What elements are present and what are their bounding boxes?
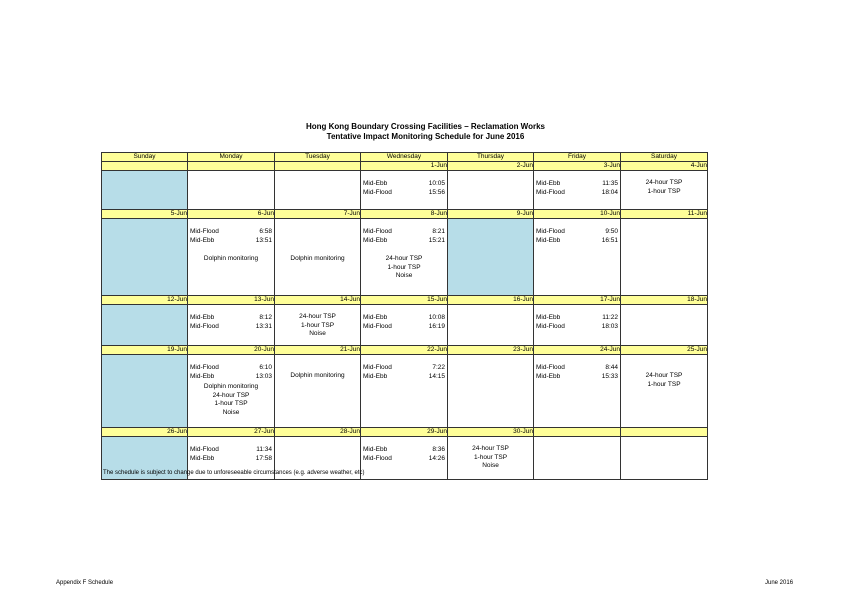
tide-event (188, 227, 274, 236)
monitoring-note: Dolphin monitoring (290, 255, 345, 262)
tide-label: Mid-Flood (190, 446, 219, 453)
date-label: 7-Jun (275, 210, 361, 219)
tide-label: Mid-Flood (363, 189, 392, 196)
tide-label: Mid-Ebb (363, 180, 388, 187)
tide-label: Mid-Ebb (363, 314, 388, 321)
day-cell (275, 305, 361, 346)
footer-right: June 2016 (765, 580, 794, 586)
day-cell (188, 305, 275, 346)
tide-label: Mid-Ebb (536, 373, 561, 380)
tide-time: 10:08 (428, 314, 445, 321)
tide-time: 7:22 (432, 364, 445, 371)
tide-time: 11:35 (602, 180, 618, 187)
date-row (102, 428, 708, 437)
date-label (102, 162, 188, 171)
weekday-header: Friday (534, 153, 621, 162)
date-label: 25-Jun (621, 346, 708, 355)
tide-event (188, 454, 274, 463)
date-label: 14-Jun (275, 296, 361, 305)
tide-event (534, 227, 620, 236)
date-label: 5-Jun (102, 210, 188, 219)
week-row (102, 355, 708, 428)
tide-event (534, 188, 620, 197)
tide-label: Mid-Flood (536, 189, 565, 196)
monitoring-note: 1-hour TSP (647, 187, 681, 195)
date-label: 16-Jun (448, 296, 534, 305)
date-label: 13-Jun (188, 296, 275, 305)
day-cell (534, 355, 621, 428)
day-cell (534, 219, 621, 296)
day-cell (188, 355, 275, 428)
monitoring-note: Noise (395, 272, 413, 279)
tide-time: 9:50 (605, 228, 618, 235)
day-cell (102, 219, 188, 296)
monitoring-calendar (101, 152, 708, 480)
date-label: 10-Jun (534, 210, 621, 219)
date-label: 12-Jun (102, 296, 188, 305)
tide-label: Mid-Flood (363, 228, 392, 235)
date-label: 21-Jun (275, 346, 361, 355)
date-label: 8-Jun (361, 210, 448, 219)
tide-label: Mid-Ebb (190, 314, 215, 321)
weekday-header: Wednesday (361, 153, 448, 162)
day-cell (621, 355, 708, 428)
tide-label: Mid-Flood (536, 323, 565, 330)
monitoring-note: Noise (222, 408, 240, 416)
day-cell (448, 219, 534, 296)
weekday-header-row (102, 153, 708, 162)
week-row (102, 171, 708, 210)
tide-time: 13:31 (255, 323, 272, 330)
tide-label: Mid-Ebb (190, 237, 215, 244)
disclaimer: The schedule is subject to change due to unforeseeable circumstances (e.g. adverse weather, etc) (103, 470, 365, 476)
tide-event (361, 236, 447, 245)
day-cell (621, 171, 708, 210)
tide-time: 11:22 (602, 314, 618, 321)
date-label: 6-Jun (188, 210, 275, 219)
tide-time: 13:51 (255, 237, 272, 244)
tide-event (361, 227, 447, 236)
tide-label: Mid-Ebb (536, 314, 561, 321)
date-label: 11-Jun (621, 210, 708, 219)
tide-event (361, 363, 447, 372)
day-cell (275, 171, 361, 210)
tide-event (534, 372, 620, 381)
tide-time: 10:05 (428, 180, 445, 187)
day-cell (534, 437, 621, 480)
tide-event (361, 372, 447, 381)
tide-event (188, 363, 274, 372)
monitoring-note: 1-hour TSP (473, 453, 508, 461)
monitoring-note: Dolphin monitoring (203, 255, 259, 262)
date-label: 1-Jun (361, 162, 448, 171)
day-cell (448, 437, 534, 480)
date-label: 28-Jun (275, 428, 361, 437)
tide-label: Mid-Flood (363, 364, 392, 371)
date-label: 24-Jun (534, 346, 621, 355)
tide-label: Mid-Ebb (363, 237, 388, 244)
tide-event (188, 372, 274, 381)
monitoring-note: 1-hour TSP (387, 263, 421, 271)
tide-event (188, 313, 274, 322)
date-label: 29-Jun (361, 428, 448, 437)
tide-event (361, 188, 447, 197)
date-row (102, 296, 708, 305)
tide-event (361, 322, 447, 331)
week-row (102, 305, 708, 346)
weekday-header: Monday (188, 153, 275, 162)
tide-time: 15:56 (428, 189, 445, 196)
tide-event (361, 313, 447, 322)
day-cell (361, 305, 448, 346)
tide-time: 14:15 (428, 373, 445, 380)
tide-time: 16:19 (428, 323, 445, 330)
date-label: 4-Jun (621, 162, 708, 171)
date-label: 23-Jun (448, 346, 534, 355)
date-label (275, 162, 361, 171)
day-cell (102, 355, 188, 428)
footer-left: Appendix F Schedule (56, 580, 114, 586)
weekday-header: Tuesday (275, 153, 361, 162)
date-label (534, 428, 621, 437)
tide-event (534, 313, 620, 322)
tide-event (188, 445, 274, 454)
week-row (102, 219, 708, 296)
day-cell (621, 219, 708, 296)
tide-time: 17:58 (255, 455, 272, 462)
tide-time: 8:44 (605, 364, 618, 371)
monitoring-note: 24-hour TSP (212, 391, 250, 399)
title-line-1: Hong Kong Boundary Crossing Facilities – Reclamation Works (305, 122, 545, 131)
day-cell (534, 305, 621, 346)
monitoring-note: Noise (309, 330, 326, 337)
date-row (102, 162, 708, 171)
date-label: 17-Jun (534, 296, 621, 305)
monitoring-note: 1-hour TSP (214, 400, 248, 407)
weekday-header: Sunday (102, 153, 188, 162)
day-cell (448, 355, 534, 428)
day-cell (188, 219, 275, 296)
day-cell (534, 171, 621, 210)
tide-label: Mid-Ebb (190, 455, 215, 462)
date-label (188, 162, 275, 171)
tide-event (361, 445, 447, 454)
day-cell (361, 355, 448, 428)
tide-time: 8:21 (432, 228, 445, 235)
tide-time: 16:51 (601, 237, 618, 244)
date-label: 18-Jun (621, 296, 708, 305)
tide-event (361, 454, 447, 463)
day-cell (361, 219, 448, 296)
tide-label: Mid-Ebb (536, 180, 561, 187)
day-cell (102, 305, 188, 346)
date-label: 3-Jun (534, 162, 621, 171)
monitoring-note: 1-hour TSP (300, 321, 335, 329)
tide-event (361, 179, 447, 188)
tide-label: Mid-Flood (190, 364, 219, 371)
tide-label: Mid-Flood (363, 455, 392, 462)
day-cell (621, 437, 708, 480)
day-cell (361, 437, 448, 480)
tide-label: Mid-Flood (190, 228, 219, 235)
date-label: 15-Jun (361, 296, 448, 305)
day-cell (621, 305, 708, 346)
tide-time: 18:03 (601, 323, 618, 330)
tide-event (188, 236, 274, 245)
day-cell (448, 171, 534, 210)
tide-label: Mid-Flood (363, 323, 392, 330)
tide-time: 14:26 (428, 455, 445, 462)
date-label: 20-Jun (188, 346, 275, 355)
tide-event (534, 363, 620, 372)
date-label: 27-Jun (188, 428, 275, 437)
monitoring-note: Noise (482, 462, 499, 469)
day-cell (361, 171, 448, 210)
monitoring-note: 24-hour TSP (472, 445, 509, 452)
tide-time: 11:34 (256, 446, 272, 453)
monitoring-note: 24-hour TSP (645, 179, 683, 186)
tide-label: Mid-Ebb (190, 373, 215, 380)
document-title (0, 122, 851, 142)
day-cell (275, 219, 361, 296)
tide-label: Mid-Ebb (363, 373, 388, 380)
tide-time: 15:33 (601, 373, 618, 380)
tide-event (534, 236, 620, 245)
date-label (621, 428, 708, 437)
tide-event (534, 179, 620, 188)
tide-label: Mid-Ebb (363, 446, 388, 453)
tide-time: 18:04 (601, 189, 618, 196)
tide-time: 13:03 (255, 373, 272, 380)
title-line-2: Tentative Impact Monitoring Schedule for June 2016 (326, 132, 525, 141)
tide-time: 6:10 (259, 364, 272, 371)
tide-label: Mid-Flood (536, 228, 565, 235)
monitoring-note: 24-hour TSP (299, 313, 336, 320)
tide-event (534, 322, 620, 331)
tide-label: Mid-Flood (536, 364, 565, 371)
weekday-header: Saturday (621, 153, 708, 162)
day-cell (448, 305, 534, 346)
day-cell (102, 171, 188, 210)
tide-time: 15:21 (428, 237, 445, 244)
date-label: 2-Jun (448, 162, 534, 171)
date-row (102, 210, 708, 219)
tide-label: Mid-Ebb (536, 237, 561, 244)
date-row (102, 346, 708, 355)
date-label: 22-Jun (361, 346, 448, 355)
date-label: 19-Jun (102, 346, 188, 355)
date-label: 26-Jun (102, 428, 188, 437)
monitoring-note: Dolphin monitoring (290, 372, 345, 379)
tide-event (188, 322, 274, 331)
date-label: 30-Jun (448, 428, 534, 437)
tide-time: 8:12 (259, 314, 272, 321)
tide-time: 8:36 (432, 446, 445, 453)
monitoring-note: 24-hour TSP (645, 372, 683, 379)
day-cell (188, 171, 275, 210)
tide-label: Mid-Flood (190, 323, 219, 330)
date-label: 9-Jun (448, 210, 534, 219)
weekday-header: Thursday (448, 153, 534, 162)
monitoring-note: 24-hour TSP (385, 255, 423, 262)
tide-time: 6:58 (259, 228, 272, 235)
monitoring-note: 1-hour TSP (647, 380, 681, 388)
day-cell (275, 355, 361, 428)
monitoring-note: Dolphin monitoring (203, 383, 259, 390)
